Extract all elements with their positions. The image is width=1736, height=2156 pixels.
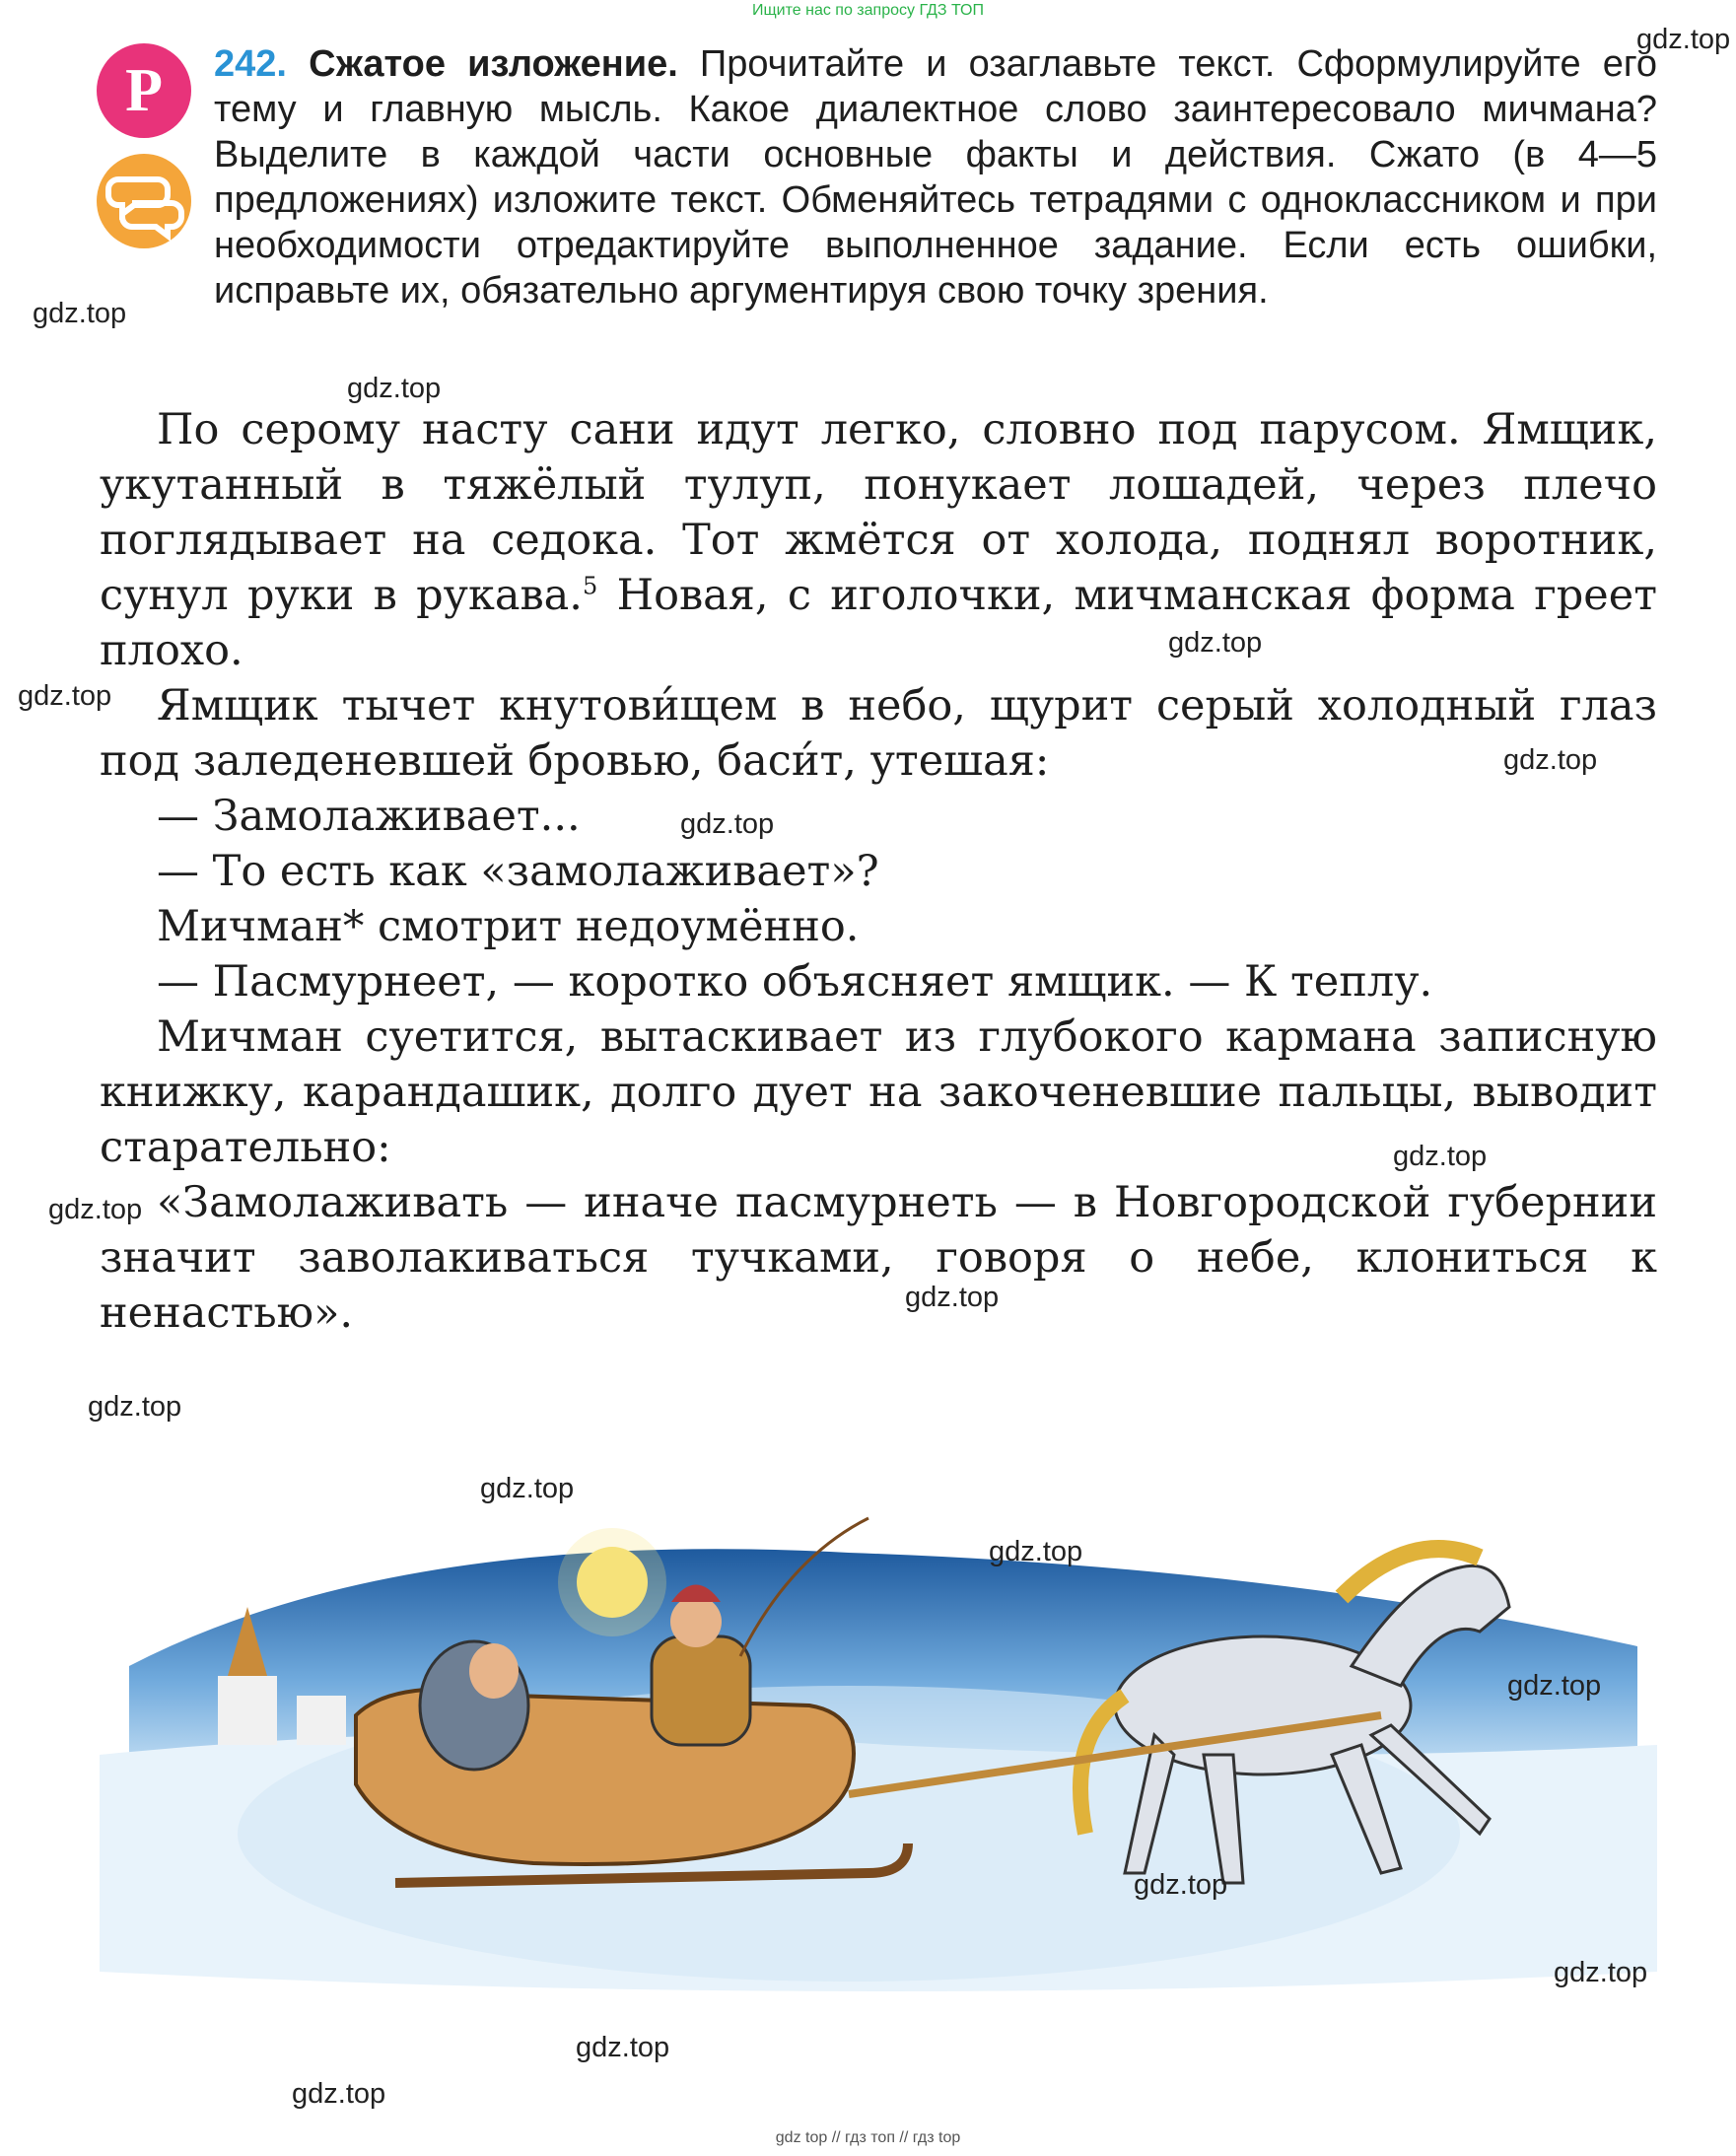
watermark: gdz.top [88, 1391, 182, 1423]
paragraph-1-start: По серому насту сани идут легко, словно под парусом. Ямщик, укутанный в тяжёлый тулуп, понукает лошадей, через плечо поглядывает на седока. Тот жмётся от холода, поднял воротник, сунул руки в рукава. [100, 405, 1657, 620]
watermark: gdz.top [680, 808, 775, 840]
task-title: Сжатое изложение. [309, 43, 678, 85]
chat-bubbles-icon [97, 154, 191, 248]
paragraph-3: — Замолаживает... [157, 792, 581, 841]
paragraph-1 [100, 402, 1657, 678]
watermark: gdz.top [1134, 1869, 1228, 1901]
paragraph-7: Мичман суетится, вытаскивает из глубокого кармана записную книжку, карандашик, долго дует на закоченевшие пальцы, выводит старательно: [100, 1012, 1657, 1172]
watermark: gdz.top [347, 373, 442, 404]
sleigh-illustration [100, 1459, 1657, 2001]
watermark: gdz.top [292, 2078, 386, 2110]
passenger [420, 1641, 528, 1770]
watermark: gdz.top [576, 2032, 670, 2063]
top-banner[interactable]: Ищите нас по запросу ГДЗ ТОП [752, 2, 984, 19]
watermark: gdz.top [1393, 1141, 1488, 1172]
task-body: Прочитайте и озаглавьте текст. Сформулируйте его тему и главную мысль. Какое диалектное слово заинтересовало мичмана? Выделите в каждой части основные факты и действия. Сжато (в 4—5 предложениях) изложите текст. Обменяйтесь тетрадями с одноклассником и при необходимости отредактируйте выполненное задание. Если есть ошибки, исправьте их, обязательно аргументируя свою точку зрения. [214, 43, 1658, 312]
watermark: gdz.top [18, 680, 112, 712]
paragraph-8: «Замолаживать — иначе пасмурнеть — в Новгородской губернии значит заволакиваться тучками, говоря о небе, клониться к ненастью». [100, 1178, 1657, 1338]
watermark: gdz.top [480, 1473, 575, 1504]
footer-watermark: gdz top // гдз топ // гдз top [775, 2129, 961, 2146]
paragraph-5: Мичман* смотрит недоумённо. [157, 902, 860, 951]
footnote-mark: 5 [582, 572, 598, 600]
main-text [100, 402, 1657, 1341]
paragraph-1-end: Новая, с иголочки, мичманская форма греет плохо. [100, 571, 1657, 675]
watermark: gdz.top [1503, 744, 1598, 776]
watermark: gdz.top [1554, 1957, 1648, 1988]
paragraph-2: Ямщик тычет кнутови́щем в небо, щурит серый холодный глаз под заледеневшей бровью, баси́т, утешая: [100, 681, 1657, 786]
watermark: gdz.top [1168, 627, 1263, 659]
r-letter-icon: Р [97, 43, 191, 138]
task-block [214, 41, 1657, 313]
watermark: gdz.top [989, 1536, 1083, 1567]
paragraph-6: — Пасмурнеет, — коротко объясняет ямщик. — К теплу. [157, 957, 1433, 1007]
watermark: gdz.top [1636, 24, 1731, 55]
watermark: gdz.top [905, 1282, 1000, 1313]
watermark: gdz.top [33, 298, 127, 329]
paragraph-4: — То есть как «замолаживает»? [157, 847, 879, 896]
watermark: gdz.top [1507, 1670, 1602, 1702]
task-number: 242. [214, 43, 287, 85]
watermark: gdz.top [48, 1194, 143, 1225]
